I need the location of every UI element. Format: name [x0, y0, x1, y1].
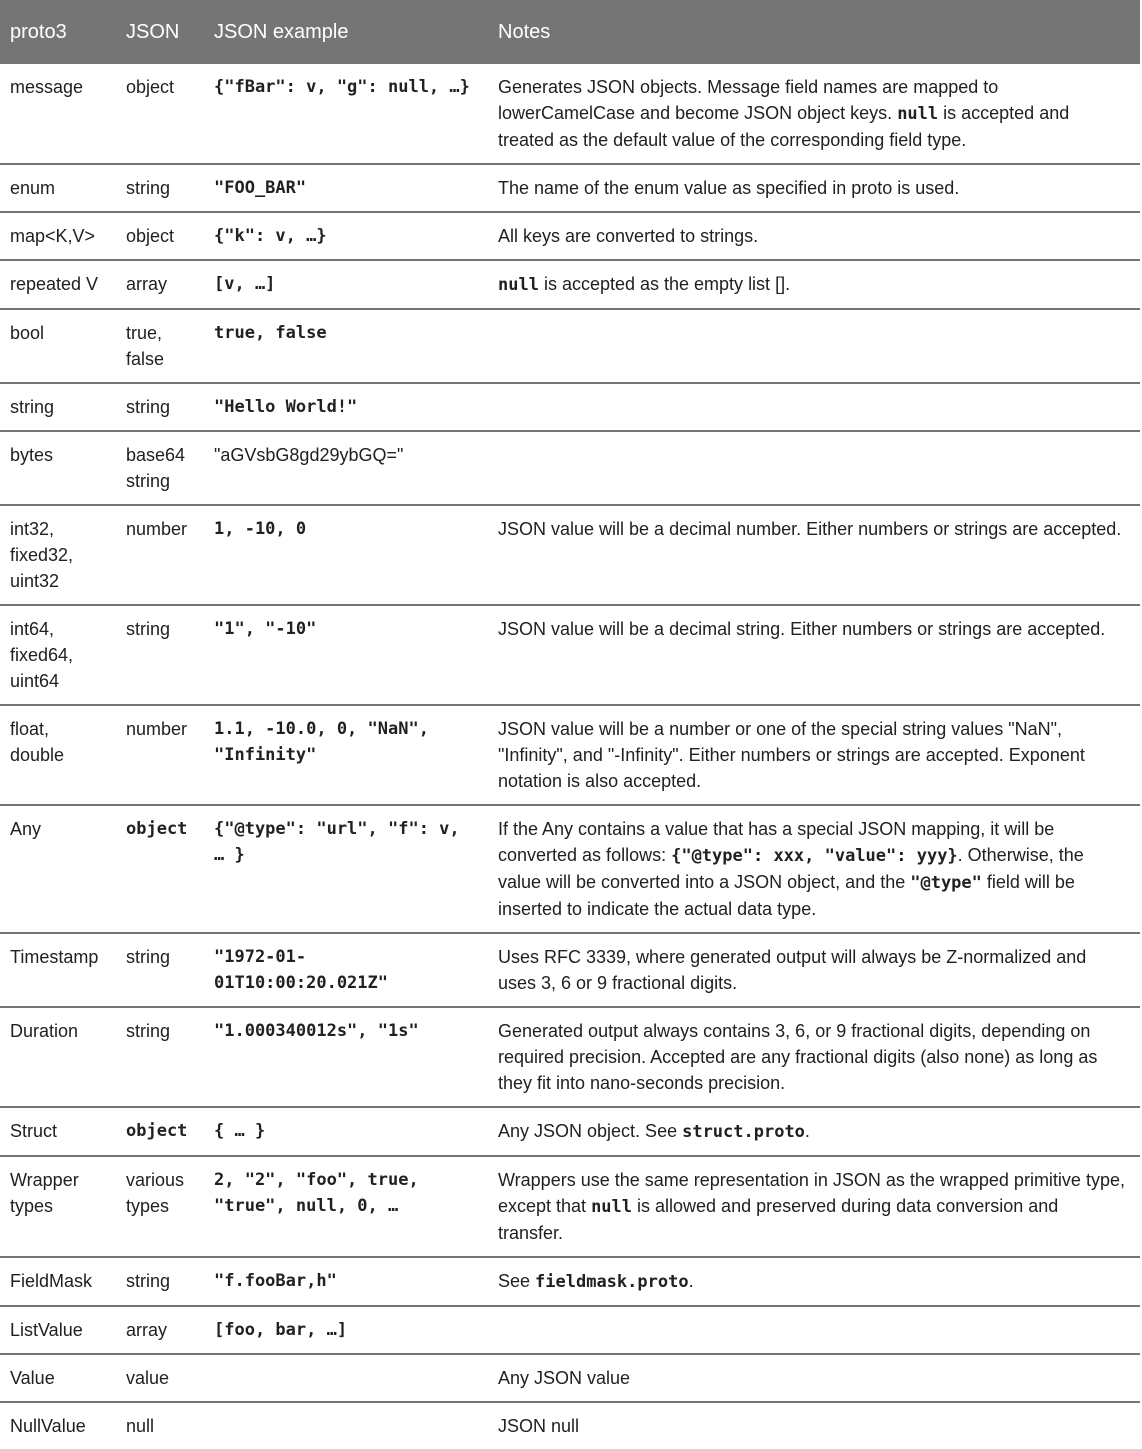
cell-json: object	[116, 212, 204, 260]
cell-example: "FOO_BAR"	[204, 164, 488, 212]
cell-json: string	[116, 933, 204, 1007]
cell-proto3: int32, fixed32, uint32	[0, 505, 116, 605]
table-row	[0, 1402, 1140, 1449]
cell-proto3: string	[0, 383, 116, 431]
table-row	[0, 431, 1140, 505]
cell-json: string	[116, 1257, 204, 1306]
cell-json: array	[116, 1306, 204, 1354]
cell-json: number	[116, 505, 204, 605]
cell-notes: JSON value will be a decimal number. Either numbers or strings are accepted.	[488, 505, 1140, 605]
cell-notes: All keys are converted to strings.	[488, 212, 1140, 260]
cell-json: value	[116, 1354, 204, 1402]
cell-proto3: bool	[0, 309, 116, 383]
cell-notes: Generated output always contains 3, 6, or 9 fractional digits, depending on required precision. Accepted are any fractional digits (also none) as long as they fit into nano-seconds precision.	[488, 1007, 1140, 1107]
cell-example: 1.1, -10.0, 0, "NaN", "Infinity"	[204, 705, 488, 805]
cell-example	[204, 1402, 488, 1449]
cell-example: {"k": v, …}	[204, 212, 488, 260]
cell-json: null	[126, 1416, 155, 1436]
table-row	[0, 1156, 1140, 1257]
cell-example: 1, -10, 0	[204, 505, 488, 605]
table-row	[0, 1257, 1140, 1306]
header-proto3: proto3	[0, 0, 116, 64]
cell-json: object	[116, 1107, 204, 1156]
cell-example: true, false	[204, 309, 488, 383]
table-row	[0, 705, 1140, 805]
cell-notes: Generates JSON objects. Message field names are mapped to lowerCamelCase and become JSON object keys. null is accepted and treated as the default value of the corresponding field type.	[488, 64, 1140, 164]
table-row	[0, 605, 1140, 705]
cell-notes: Any JSON object. See struct.proto.	[488, 1107, 1140, 1156]
cell-example: "1.000340012s", "1s"	[204, 1007, 488, 1107]
cell-notes: The name of the enum value as specified in proto is used.	[488, 164, 1140, 212]
cell-proto3: map<K,V>	[0, 212, 116, 260]
cell-json: object	[116, 64, 204, 164]
cell-proto3: Duration	[0, 1007, 116, 1107]
cell-json: number	[116, 705, 204, 805]
header-notes: Notes	[488, 0, 1140, 64]
cell-json: string	[116, 383, 204, 431]
table-row	[0, 805, 1140, 933]
cell-proto3: NullValue	[10, 1416, 86, 1436]
cell-proto3: repeated V	[0, 260, 116, 309]
cell-example: {"fBar": v, "g": null, …}	[204, 64, 488, 164]
cell-example: "aGVsbG8gd29ybGQ="	[204, 431, 488, 505]
cell-proto3: int64, fixed64, uint64	[0, 605, 116, 705]
header-json-example: JSON example	[204, 0, 488, 64]
cell-proto3: Any	[0, 805, 116, 933]
cell-notes: JSON null	[498, 1416, 580, 1436]
cell-proto3: message	[0, 64, 116, 164]
cell-notes	[488, 431, 1140, 505]
cell-notes: See fieldmask.proto.	[488, 1257, 1140, 1306]
cell-example: { … }	[204, 1107, 488, 1156]
table-row	[0, 1107, 1140, 1156]
cell-json: true, false	[116, 309, 204, 383]
cell-notes: Any JSON value	[488, 1354, 1140, 1402]
cell-example: [foo, bar, …]	[204, 1306, 488, 1354]
table-header-row	[0, 0, 1140, 64]
cell-example: [v, …]	[204, 260, 488, 309]
cell-proto3: Timestamp	[0, 933, 116, 1007]
cell-example: "1", "-10"	[204, 605, 488, 705]
cell-json: string	[116, 164, 204, 212]
cell-notes: JSON value will be a number or one of the special string values "NaN", "Infinity", and "-Infinity". Either numbers or strings are accepted. Exponent notation is also accepted.	[488, 705, 1140, 805]
table-row	[0, 309, 1140, 383]
cell-example: {"@type": "url", "f": v, … }	[204, 805, 488, 933]
table-row	[0, 383, 1140, 431]
header-json: JSON	[116, 0, 204, 64]
cell-proto3: ListValue	[0, 1306, 116, 1354]
table-row	[0, 164, 1140, 212]
table-row	[0, 1007, 1140, 1107]
cell-proto3: Wrapper types	[0, 1156, 116, 1257]
cell-example: "Hello World!"	[204, 383, 488, 431]
cell-notes: Uses RFC 3339, where generated output will always be Z-normalized and uses 3, 6 or 9 fractional digits.	[488, 933, 1140, 1007]
cell-example	[204, 1354, 488, 1402]
cell-json: object	[116, 805, 204, 933]
table-row	[0, 933, 1140, 1007]
cell-json: base64 string	[116, 431, 204, 505]
table-row	[0, 1354, 1140, 1402]
cell-proto3: Struct	[0, 1107, 116, 1156]
cell-notes	[488, 383, 1140, 431]
cell-notes: null is accepted as the empty list [].	[488, 260, 1140, 309]
cell-json: array	[116, 260, 204, 309]
table-row	[0, 260, 1140, 309]
cell-example: "1972-01-01T10:00:20.021Z"	[204, 933, 488, 1007]
cell-proto3: Value	[0, 1354, 116, 1402]
cell-proto3: enum	[0, 164, 116, 212]
cell-notes	[488, 309, 1140, 383]
table-row	[0, 505, 1140, 605]
cell-notes: If the Any contains a value that has a special JSON mapping, it will be converted as follows: {"@type": xxx, "value": yyy}. Otherwise, the value will be converted into a JSON object, and the "@type" field will be inserted to indicate the actual data type.	[488, 805, 1140, 933]
cell-notes	[488, 1306, 1140, 1354]
cell-json: string	[116, 605, 204, 705]
cell-proto3: FieldMask	[0, 1257, 116, 1306]
table-row	[0, 212, 1140, 260]
cell-json: various types	[116, 1156, 204, 1257]
cell-proto3: float, double	[0, 705, 116, 805]
cell-example: "f.fooBar,h"	[204, 1257, 488, 1306]
cell-proto3: bytes	[0, 431, 116, 505]
table-row	[0, 64, 1140, 164]
cell-notes: Wrappers use the same representation in JSON as the wrapped primitive type, except that null is allowed and preserved during data conversion and transfer.	[488, 1156, 1140, 1257]
cell-notes: JSON value will be a decimal string. Either numbers or strings are accepted.	[488, 605, 1140, 705]
table-row	[0, 1306, 1140, 1354]
cell-json: string	[116, 1007, 204, 1107]
cell-example: 2, "2", "foo", true, "true", null, 0, …	[204, 1156, 488, 1257]
